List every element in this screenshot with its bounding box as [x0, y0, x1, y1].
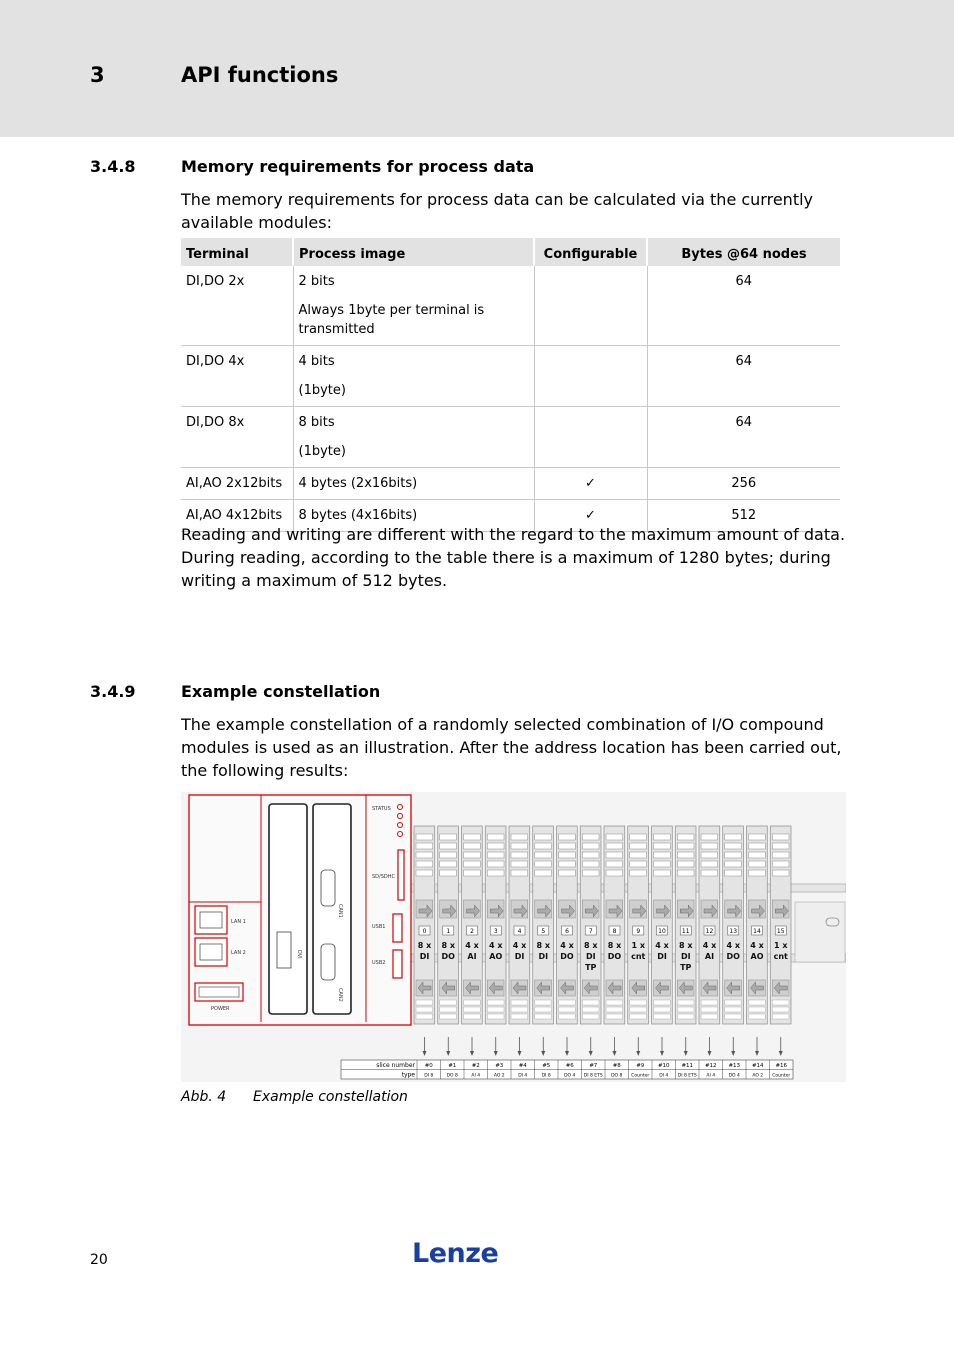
slice-number: #7 [589, 1063, 598, 1069]
module-index: 9 [636, 928, 641, 935]
module-type: DI [514, 952, 525, 961]
checkmark-icon: ✓ [534, 468, 647, 500]
module-type: DI [538, 952, 549, 961]
io-module [628, 826, 649, 1024]
slice-number: #3 [495, 1063, 504, 1069]
module-index: 7 [588, 928, 593, 935]
can2-label: CAN2 [337, 988, 343, 1002]
bytes-cell: 64 [647, 346, 840, 407]
module-count: 8 x [583, 941, 598, 950]
module-index: 3 [493, 928, 498, 935]
type-row-label: type [401, 1071, 415, 1079]
lan-port-icon [195, 906, 227, 934]
module-count: 8 x [678, 941, 693, 950]
slice-type: DI 4 [659, 1073, 669, 1079]
slice-type: DI 4 [518, 1073, 528, 1079]
module-index: 6 [565, 928, 569, 935]
section-title: Memory requirements for process data [181, 157, 535, 176]
module-type: cnt [631, 952, 646, 961]
module-index: 1 [446, 928, 451, 935]
memory-table [181, 238, 840, 532]
bytes-cell: 64 [647, 407, 840, 468]
io-module [557, 826, 578, 1024]
slice-number: #14 [751, 1063, 764, 1069]
slice-type: DI 8 [424, 1073, 434, 1079]
slice-number: #11 [681, 1063, 694, 1069]
chapter-number: 3 [90, 63, 105, 87]
io-module [533, 826, 554, 1024]
io-module [652, 826, 673, 1024]
slice-type: AI 4 [471, 1073, 481, 1079]
module-type: cnt [773, 952, 788, 961]
lan1-label: LAN 1 [231, 919, 246, 925]
io-module [604, 826, 625, 1024]
io-module [770, 826, 791, 1024]
io-module [699, 826, 720, 1024]
dvi-label: DVI [296, 950, 302, 959]
module-type: AO [489, 952, 503, 961]
terminal-cell: DI,DO 4x [181, 346, 293, 407]
module-count: 8 x [607, 941, 622, 950]
bytes-cell: 64 [647, 266, 840, 346]
io-module [580, 826, 601, 1024]
slice-number: #8 [612, 1063, 621, 1069]
checkmark-icon: ✓ [534, 500, 647, 532]
bytes-cell: 256 [647, 468, 840, 500]
module-index: 2 [470, 928, 474, 935]
slice-type: DI 8 ETS [677, 1073, 697, 1079]
slice-type: DI 8 ETS [583, 1073, 603, 1079]
page-number: 20 [90, 1252, 108, 1268]
module-count: 4 x [702, 941, 717, 950]
slice-type: DO 4 [564, 1073, 576, 1079]
caption-label: Abb. 4 [181, 1089, 227, 1105]
module-type: DO [607, 952, 622, 961]
slice-type: DO 8 [611, 1073, 623, 1079]
module-count: 4 x [488, 941, 503, 950]
module-type: DO [560, 952, 574, 961]
lan-port-icon [195, 938, 227, 966]
caption-text: Example constellation [253, 1089, 408, 1105]
module-index: 11 [681, 928, 690, 935]
module-index: 12 [705, 928, 714, 935]
module-count: 8 x [417, 941, 432, 950]
chapter-title: API functions [181, 63, 339, 87]
io-module [438, 826, 459, 1024]
module-count: 4 x [750, 941, 764, 950]
slice-type: AI 4 [706, 1073, 716, 1079]
module-count: 1 x [631, 941, 646, 950]
process-image-cell: 8 bits (1byte) [293, 407, 534, 468]
module-index: 14 [753, 928, 761, 935]
io-module [675, 826, 696, 1024]
power-connector-icon [195, 983, 243, 1001]
section-number: 3.4.9 [90, 682, 136, 701]
slice-number: #2 [471, 1063, 480, 1069]
configurable-cell [534, 266, 647, 346]
module-type: DO [441, 952, 455, 961]
terminal-cell: DI,DO 8x [181, 407, 293, 468]
module-type: DI [657, 952, 667, 961]
usb2-port-icon [393, 950, 402, 978]
bytes-cell: 512 [647, 500, 840, 532]
slice-number: #9 [636, 1063, 645, 1069]
io-module [747, 826, 768, 1024]
lenze-logo: Lenze [412, 1238, 499, 1269]
module-type: AI [467, 952, 477, 961]
module-count: 4 x [655, 941, 669, 950]
slice-number: #1 [448, 1063, 457, 1069]
module-index: 8 [612, 928, 617, 935]
example-constellation-figure [181, 792, 846, 1082]
table-row [181, 407, 840, 468]
slice-number: #5 [542, 1063, 551, 1069]
module-subtype: TP [585, 963, 597, 972]
slice-number: #10 [657, 1063, 670, 1069]
slice-number: #12 [704, 1063, 717, 1069]
slice-number: #16 [775, 1063, 788, 1069]
usb1-label: USB1 [372, 924, 386, 930]
module-type: AI [704, 952, 715, 961]
module-count: 1 x [773, 941, 788, 950]
usb1-port-icon [393, 914, 402, 942]
column-header: Process image [293, 238, 534, 266]
io-module [509, 826, 530, 1024]
power-label: POWER [211, 1006, 230, 1012]
section-intro: The memory requirements for process data can be calculated via the currently available modules: [181, 190, 813, 232]
header-band [0, 0, 954, 137]
process-image-cell: 8 bytes (4x16bits) [293, 500, 534, 532]
slice-number: #6 [565, 1063, 574, 1069]
process-image-cell: 2 bits Always 1byte per terminal is transmitted [293, 266, 534, 346]
io-module [414, 826, 435, 1024]
module-index: 4 [517, 928, 522, 935]
module-count: 8 x [441, 941, 456, 950]
figure-caption [181, 1089, 408, 1105]
slice-type: Counter [631, 1073, 650, 1079]
module-count: 8 x [536, 941, 551, 950]
terminal-cell: DI,DO 2x [181, 266, 293, 346]
module-index: 15 [776, 928, 785, 935]
can-card [313, 804, 351, 1014]
table-row [181, 468, 840, 500]
process-image-cell: 4 bits (1byte) [293, 346, 534, 407]
usb2-label: USB2 [372, 960, 386, 966]
module-count: 4 x [465, 941, 479, 950]
slice-number: #4 [518, 1063, 527, 1069]
section-number: 3.4.8 [90, 157, 136, 176]
sd-label: SD/SDHC [372, 874, 395, 880]
module-type: DI [680, 952, 691, 961]
io-module [485, 826, 506, 1024]
dvi-card [269, 804, 307, 1014]
lan2-label: LAN 2 [231, 950, 246, 956]
column-header: Terminal [181, 238, 293, 266]
section-intro: The example constellation of a randomly selected combination of I/O compound modules is used as an illustration. After the address location has been carried out, the following results: [181, 715, 842, 780]
can1-label: CAN1 [337, 904, 343, 918]
module-index: 0 [422, 928, 427, 935]
module-index: 13 [729, 928, 738, 935]
column-header: Bytes @64 nodes [647, 238, 840, 266]
module-subtype: TP [680, 963, 692, 972]
process-image-cell: 4 bytes (2x16bits) [293, 468, 534, 500]
terminal-cell: AI,AO 2x12bits [181, 468, 293, 500]
module-count: 4 x [726, 941, 741, 950]
module-count: 4 x [512, 941, 527, 950]
slice-type: DO 4 [728, 1073, 740, 1079]
table-row [181, 346, 840, 407]
slice-type: DO 8 [446, 1073, 458, 1079]
module-type: DO [726, 952, 740, 961]
configurable-cell [534, 407, 647, 468]
module-type: DI [419, 952, 430, 961]
constellation-diagram [181, 792, 846, 1082]
module-type: AO [750, 952, 764, 961]
io-module [462, 826, 483, 1024]
slice-type: Counter [772, 1073, 791, 1079]
terminal-cell: AI,AO 4x12bits [181, 500, 293, 532]
module-index: 10 [658, 928, 666, 935]
configurable-cell [534, 346, 647, 407]
slice-number: #0 [424, 1063, 433, 1069]
slice-type: AO 2 [493, 1073, 505, 1079]
module-index: 5 [541, 928, 546, 935]
slice-type: AO 2 [752, 1073, 764, 1079]
after-table-paragraph: Reading and writing are different with the regard to the maximum amount of data. During reading, according to the table there is a maximum of 1280 bytes; during writing a maximum of 512 bytes. [181, 525, 846, 590]
status-label: STATUS [372, 806, 391, 812]
table-row [181, 266, 840, 346]
slice-number: #13 [728, 1063, 741, 1069]
section-title: Example constellation [181, 682, 381, 701]
module-type: DI [585, 952, 596, 961]
io-module [723, 826, 744, 1024]
slice-type: DI 8 [541, 1073, 551, 1079]
module-count: 4 x [560, 941, 574, 950]
table-header-row [181, 238, 840, 266]
slice-row-label: slice number [376, 1062, 415, 1069]
column-header: Configurable [534, 238, 647, 266]
sd-slot-icon [398, 850, 404, 900]
